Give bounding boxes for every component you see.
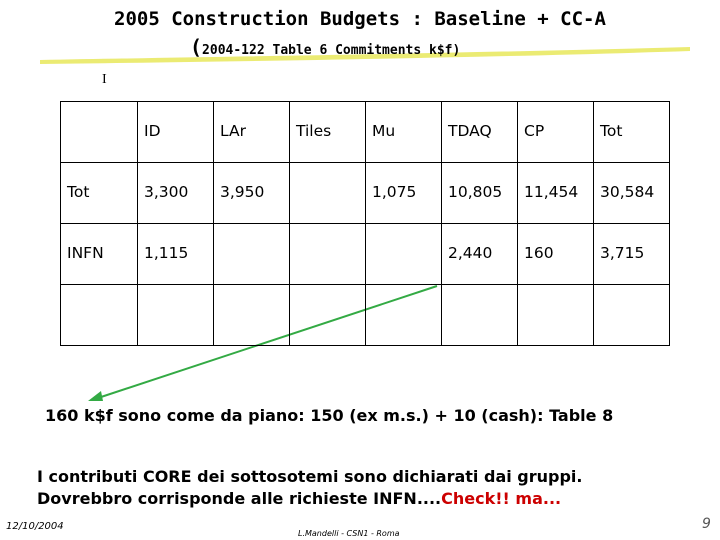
table-cell: 3,715 — [594, 224, 670, 285]
table-cell — [518, 285, 594, 346]
table-row — [61, 163, 670, 224]
footer-date: 12/10/2004 — [6, 521, 64, 532]
table-cell — [214, 224, 290, 285]
table-header-cell: Mu — [366, 102, 442, 163]
table-cell: 1,115 — [138, 224, 214, 285]
annotation-arrow-head — [88, 391, 103, 401]
table-header-cell: CP — [518, 102, 594, 163]
table-cell: INFN — [61, 224, 138, 285]
table-header-cell: ID — [138, 102, 214, 163]
table-header-row — [61, 102, 670, 163]
table-cell: 11,454 — [518, 163, 594, 224]
table-cell — [594, 285, 670, 346]
table-cell — [290, 224, 366, 285]
note-line: I contributi CORE dei sottosotemi sono dichiarati dai gruppi. — [37, 467, 583, 486]
table-row — [61, 285, 670, 346]
page-number: 9 — [702, 516, 711, 532]
table-cell: 2,440 — [442, 224, 518, 285]
table-cell — [366, 224, 442, 285]
table-cell: 10,805 — [442, 163, 518, 224]
table-header-cell: Tiles — [290, 102, 366, 163]
table-cell — [366, 285, 442, 346]
table-header-cell: TDAQ — [442, 102, 518, 163]
table-cell: 3,950 — [214, 163, 290, 224]
table-cell: 160 — [518, 224, 594, 285]
footer-author: L.Mandelli - CSN1 - Roma — [298, 529, 400, 538]
table-header-cell — [61, 102, 138, 163]
table-cell — [138, 285, 214, 346]
table-cell: Tot — [61, 163, 138, 224]
table-cell: 1,075 — [366, 163, 442, 224]
table-cell — [290, 163, 366, 224]
budget-table — [60, 101, 670, 346]
table-cell — [214, 285, 290, 346]
table-header-cell: Tot — [594, 102, 670, 163]
table-cell — [442, 285, 518, 346]
page-title: 2005 Construction Budgets : Baseline + CC-A — [114, 8, 606, 30]
note-line: Dovrebbro corrisponde alle richieste INFN....Check!! ma... — [37, 489, 562, 508]
page-subtitle: (2004-122 Table 6 Commitments k$f) — [190, 35, 461, 59]
check-highlight: Check!! ma... — [441, 489, 562, 508]
table-cell — [61, 285, 138, 346]
table-cell: 30,584 — [594, 163, 670, 224]
note-core-contributions — [37, 466, 583, 510]
text-cursor-mark: I — [102, 72, 107, 87]
table-cell: 3,300 — [138, 163, 214, 224]
note-table8: 160 k$f sono come da piano: 150 (ex m.s.) + 10 (cash): Table 8 — [45, 406, 614, 425]
table-row — [61, 224, 670, 285]
table-header-cell: LAr — [214, 102, 290, 163]
table-cell — [290, 285, 366, 346]
